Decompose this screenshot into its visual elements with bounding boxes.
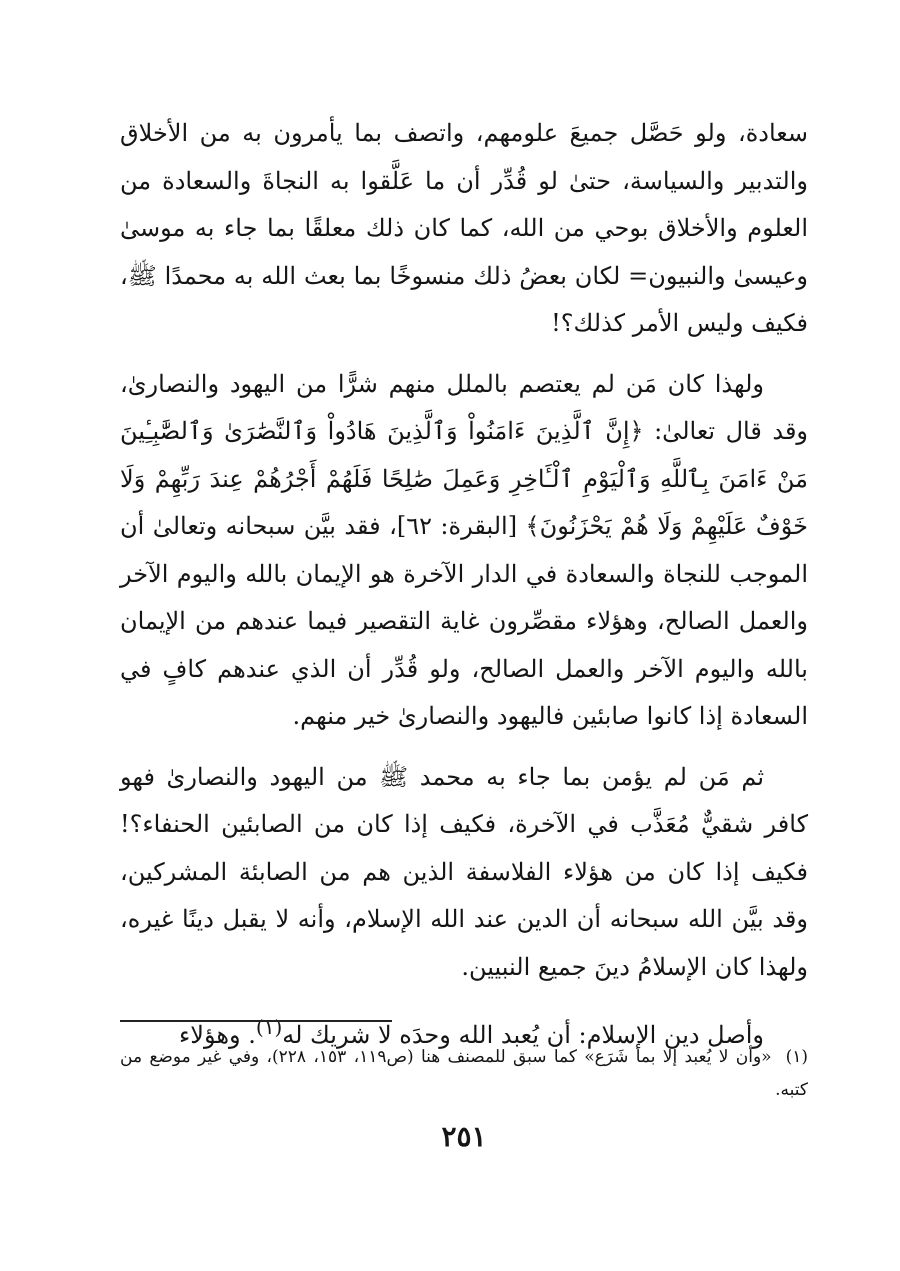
footnote-marker: (١) xyxy=(255,1015,283,1039)
page-number: ٢٥١ xyxy=(441,1120,487,1153)
paragraph-3-text: ثم مَن لم يؤمن بما جاء به محمد ﷺ من اليهود والنصارىٰ فهو كافر شقيٌّ مُعَذَّب في الآخرة، فكيف إذا كان من الصابئين الحنفاء؟! فكيف إذا كان من هؤلاء الفلاسفة الذين هم من الصابئة المشركين، وقد بيَّن الله سبحانه أن الدين عند الله الإسلام، وأنه لا يقبل دينًا غيره، ولهذا كان الإسلامُ دينَ جميع النبيين. xyxy=(120,762,808,981)
footnote xyxy=(120,1041,808,1107)
footnote-separator xyxy=(120,1020,392,1022)
verse-citation: [البقرة: ٦٢] xyxy=(396,512,526,540)
paragraph-1-text: سعادة، ولو حَصَّل جميعَ علومهم، واتصف بما يأمرون به من الأخلاق والتدبير والسياسة، حتىٰ لو قُدِّر أن ما عَلَّقوا به النجاةَ والسعادة من العلوم والأخلاق بوحي من الله، كما كان ذلك معلقًا بما جاء به موسىٰ وعيسىٰ والنبيون= لكان بعضُ ذلك منسوخًا بما بعث الله به محمدًا ﷺ، فكيف وليس الأمر كذلك؟! xyxy=(120,119,808,337)
paragraph-3 xyxy=(120,754,808,992)
book-page xyxy=(120,0,808,1271)
paragraph-2-body: ، فقد بيَّن سبحانه وتعالىٰ أن الموجب للنجاة والسعادة في الدار الآخرة هو الإيمان بالله واليوم الآخر والعمل الصالح، وهؤلاء مقصِّرون غاية التقصير فيما عندهم من الإيمان بالله واليوم الآخر والعمل الصالح، ولو قُدِّر أن الذي عندهم كافٍ في السعادة إذا كانوا صابئين فاليهود والنصارىٰ خير منهم. xyxy=(120,512,808,730)
paragraph-2-intro: ولهذا كان مَن لم يعتصم بالملل منهم شرًّا من اليهود والنصارىٰ، وقد قال تعالىٰ: xyxy=(120,369,809,445)
footnote-text: «وأن لا يُعبد إلا بما شَرَع» كما سبق للمصنف هنا (ص١١٩، ١٥٣، ٢٢٨)، وفي غير موضع من كتبه. xyxy=(120,1047,808,1100)
paragraph-1 xyxy=(120,110,808,348)
paragraph-2 xyxy=(120,361,808,741)
main-text xyxy=(120,110,808,1060)
paragraph-4-start: وأصل دين الإسلام: أن يُعبد الله وحدَه لا شريك له xyxy=(282,1021,764,1049)
footnote-number: (١) xyxy=(785,1047,809,1067)
paragraph-4-end: . وهؤلاء xyxy=(179,1021,256,1049)
quran-verse: ﴿إِنَّ ٱلَّذِينَ ءَامَنُواْ وَٱلَّذِينَ هَادُواْ وَٱلنَّصَٰرَىٰ وَٱلصَّٰبِـِٔينَ مَنْ ءَامَنَ بِٱللَّهِ وَٱلْيَوْمِ ٱلْـَٔاخِرِ وَعَمِلَ صَٰلِحًا فَلَهُمْ أَجْرُهُمْ عِندَ رَبِّهِمْ وَلَا خَوْفٌ عَلَيْهِمْ وَلَا هُمْ يَحْزَنُونَ﴾ xyxy=(120,417,809,540)
